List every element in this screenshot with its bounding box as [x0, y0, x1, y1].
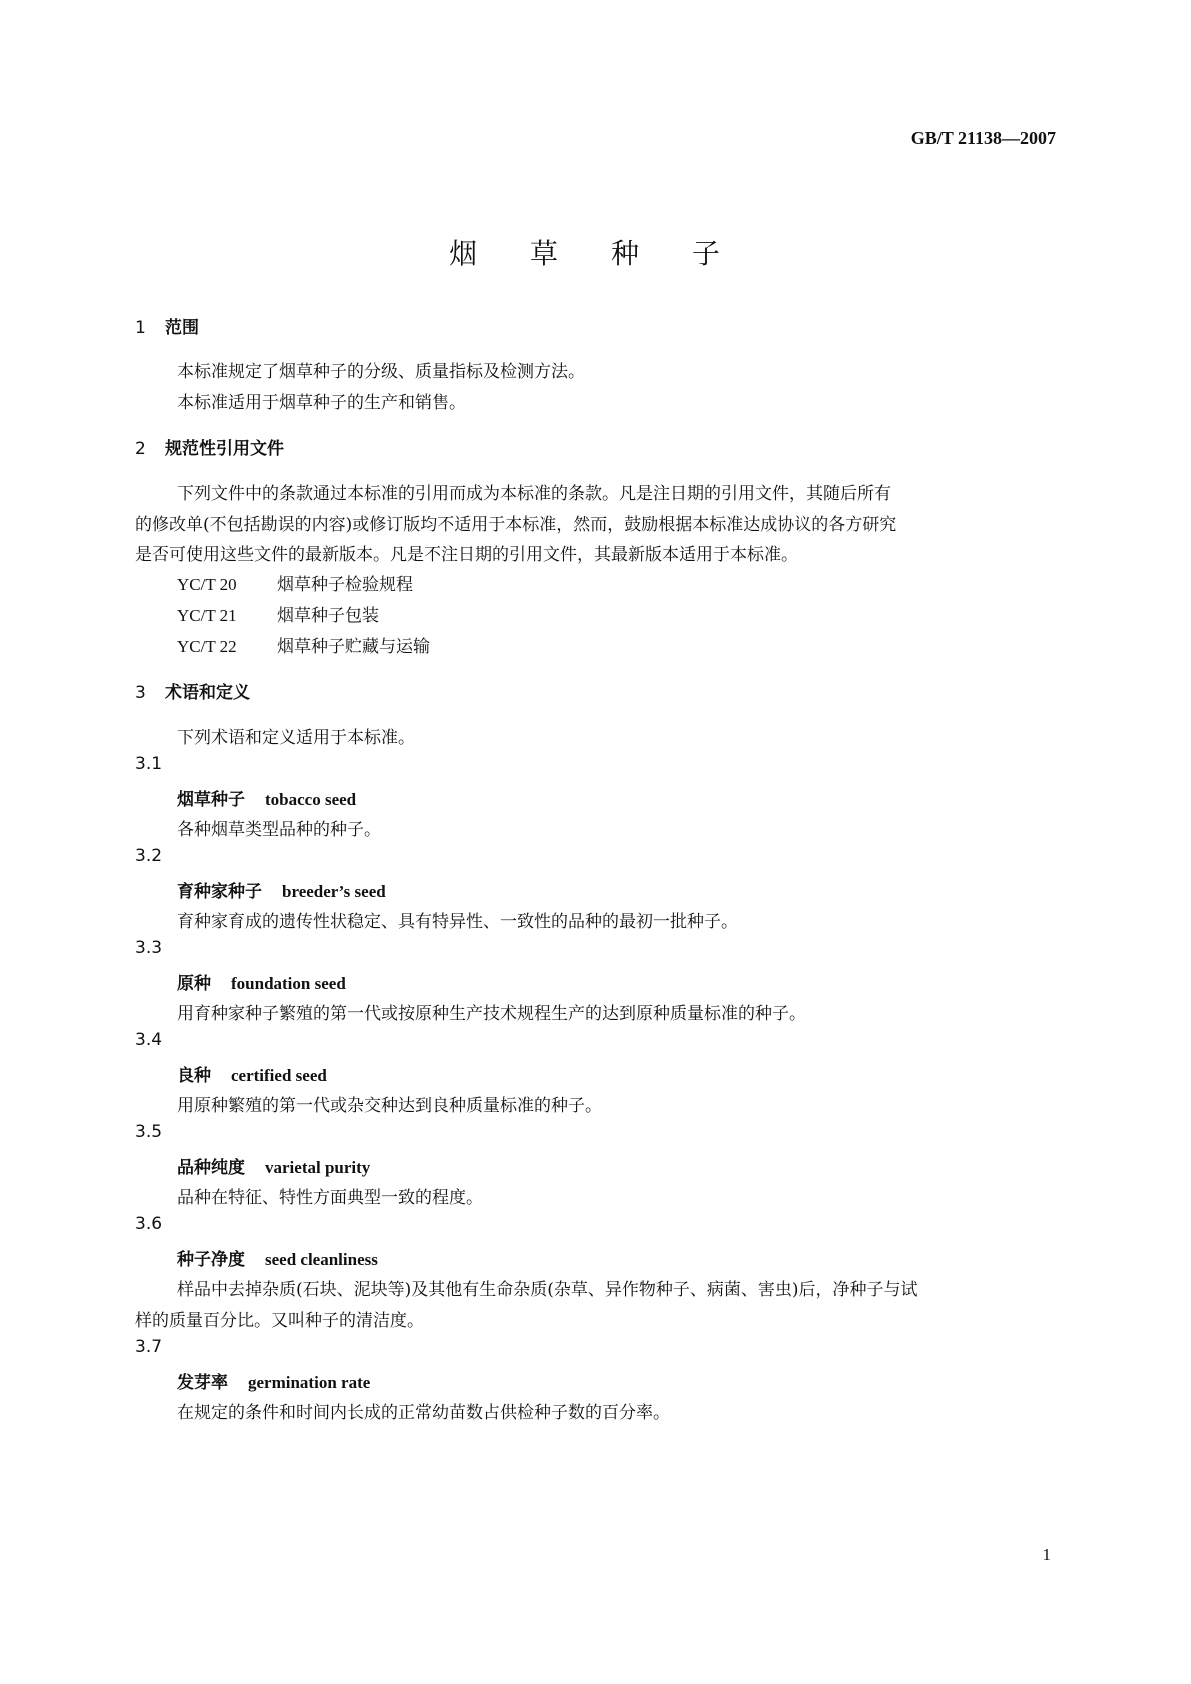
- clause-number: 3.2: [135, 846, 163, 866]
- reference-code: YC/T 21: [177, 606, 237, 625]
- section-title: 术语和定义: [165, 683, 250, 703]
- paragraph-line: 下列文件中的条款通过本标准的引用而成为本标准的条款。凡是注日期的引用文件，其随后所有: [177, 484, 891, 504]
- clause-number: 3.4: [135, 1030, 163, 1050]
- reference-title: 烟草种子检验规程: [277, 575, 413, 595]
- term-zh: 品种纯度: [177, 1158, 245, 1178]
- term-en: foundation seed: [231, 974, 346, 993]
- term-definition: 用育种家种子繁殖的第一代或按原种生产技术规程生产的达到原种质量标准的种子。: [177, 1004, 806, 1024]
- section-1-heading: [135, 313, 199, 338]
- section-3-heading: [135, 678, 250, 703]
- section-title: 范围: [165, 318, 199, 338]
- term-zh: 种子净度: [177, 1250, 245, 1270]
- clause-number: 3.1: [135, 754, 163, 774]
- normative-reference: [177, 632, 430, 657]
- page-number: 1: [1042, 1545, 1051, 1564]
- term-definition: 育种家育成的遗传性状稳定、具有特异性、一致性的品种的最初一批种子。: [177, 912, 738, 932]
- term-definition: 用原种繁殖的第一代或杂交种达到良种质量标准的种子。: [177, 1096, 602, 1116]
- term-en: breeder’s seed: [282, 882, 386, 901]
- term-zh: 育种家种子: [177, 882, 262, 902]
- paragraph: 本标准适用于烟草种子的生产和销售。: [177, 393, 466, 413]
- reference-title: 烟草种子贮藏与运输: [277, 637, 430, 657]
- section-number: 3: [135, 683, 146, 703]
- clause-number: 3.5: [135, 1122, 163, 1142]
- term-en: certified seed: [231, 1066, 327, 1085]
- term-en: tobacco seed: [265, 790, 357, 809]
- paragraph-line: 的修改单(不包括勘误的内容)或修订版均不适用于本标准，然而，鼓励根据本标准达成协议的各方研究: [135, 515, 897, 535]
- term-heading: [177, 1153, 370, 1178]
- term-heading: [177, 1245, 378, 1270]
- section-title: 规范性引用文件: [165, 439, 284, 459]
- paragraph: 下列术语和定义适用于本标准。: [177, 728, 415, 748]
- paragraph-line: 是否可使用这些文件的最新版本。凡是不注日期的引用文件，其最新版本适用于本标准。: [135, 545, 798, 565]
- reference-code: YC/T 20: [177, 575, 237, 594]
- section-number: 2: [135, 439, 146, 459]
- standard-code: GB/T 21138—2007: [910, 128, 1056, 148]
- term-zh: 烟草种子: [177, 790, 245, 810]
- term-zh: 发芽率: [177, 1373, 228, 1393]
- term-zh: 良种: [177, 1066, 211, 1086]
- term-definition: 样的质量百分比。又叫种子的清洁度。: [135, 1311, 424, 1331]
- term-definition: 各种烟草类型品种的种子。: [177, 820, 381, 840]
- normative-reference: [177, 570, 413, 595]
- term-en: varietal purity: [265, 1158, 371, 1177]
- term-definition: 样品中去掉杂质(石块、泥块等)及其他有生命杂质(杂草、异作物种子、病菌、害虫)后，净种子与试: [177, 1280, 918, 1300]
- clause-number: 3.7: [135, 1337, 163, 1357]
- term-heading: [177, 785, 356, 810]
- term-heading: [177, 969, 346, 994]
- section-number: 1: [135, 318, 146, 338]
- term-heading: [177, 1368, 370, 1393]
- term-en: germination rate: [248, 1373, 371, 1392]
- section-2-heading: [135, 434, 284, 459]
- clause-number: 3.6: [135, 1214, 163, 1234]
- term-definition: 在规定的条件和时间内长成的正常幼苗数占供检种子数的百分率。: [177, 1403, 670, 1423]
- normative-reference: [177, 601, 379, 626]
- term-definition: 品种在特征、特性方面典型一致的程度。: [177, 1188, 483, 1208]
- term-heading: [177, 1061, 327, 1086]
- document-title: 烟 草 种 子: [449, 237, 742, 270]
- term-en: seed cleanliness: [265, 1250, 378, 1269]
- paragraph: 本标准规定了烟草种子的分级、质量指标及检测方法。: [177, 362, 585, 382]
- clause-number: 3.3: [135, 938, 163, 958]
- reference-title: 烟草种子包装: [277, 606, 379, 626]
- term-zh: 原种: [177, 974, 211, 994]
- term-heading: [177, 877, 386, 902]
- reference-code: YC/T 22: [177, 637, 237, 656]
